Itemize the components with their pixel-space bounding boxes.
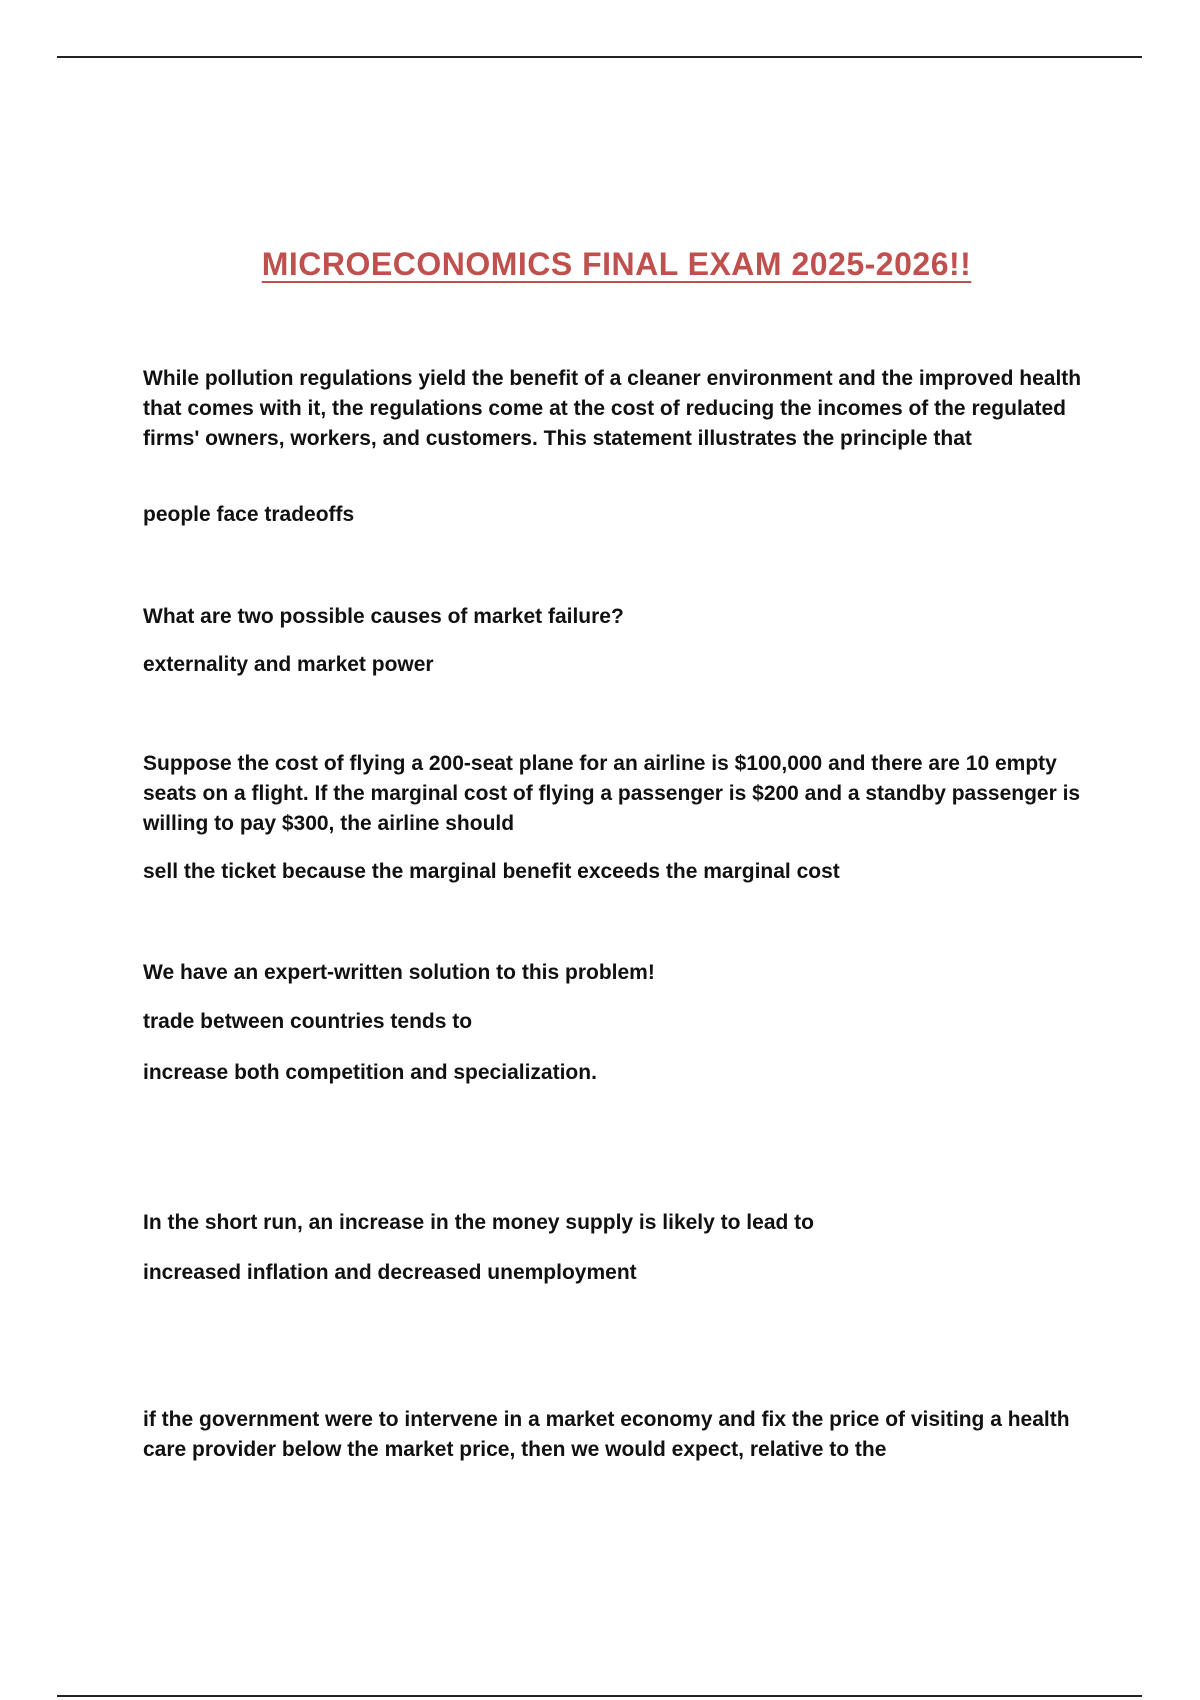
question-2: What are two possible causes of market failure? xyxy=(143,605,624,628)
question-5: In the short run, an increase in the money supply is likely to lead to xyxy=(143,1211,814,1234)
question-1: While pollution regulations yield the benefit of a cleaner environment and the improved health that comes with it, the regulations come at the cost of reducing the incomes of the regulated firms' owners, workers, and customers. This statement illustrates the principle that xyxy=(143,367,1082,450)
answer-2: externality and market power xyxy=(143,653,434,676)
question-3: Suppose the cost of flying a 200-seat plane for an airline is $100,000 and there are 10 empty seats on a flight. If the marginal cost of flying a passenger is $200 and a standby passenger is willing to pay $300, the airline should xyxy=(143,752,1081,835)
answer-1: people face tradeoffs xyxy=(143,503,355,526)
answer-3: sell the ticket because the marginal benefit exceeds the marginal cost xyxy=(143,860,840,883)
expert-solution-note: We have an expert-written solution to this problem! xyxy=(143,961,655,984)
question-6: if the government were to intervene in a market economy and fix the price of visiting a health care provider below the market price, then we would expect, relative to the xyxy=(143,1408,1070,1461)
answer-5: increased inflation and decreased unemployment xyxy=(143,1261,637,1284)
top-rule xyxy=(57,56,1142,58)
bottom-rule xyxy=(57,1695,1142,1697)
answer-4: increase both competition and specialization. xyxy=(143,1061,597,1084)
question-4: trade between countries tends to xyxy=(143,1010,473,1033)
page-title: MICROECONOMICS FINAL EXAM 2025-2026!! xyxy=(261,246,972,282)
